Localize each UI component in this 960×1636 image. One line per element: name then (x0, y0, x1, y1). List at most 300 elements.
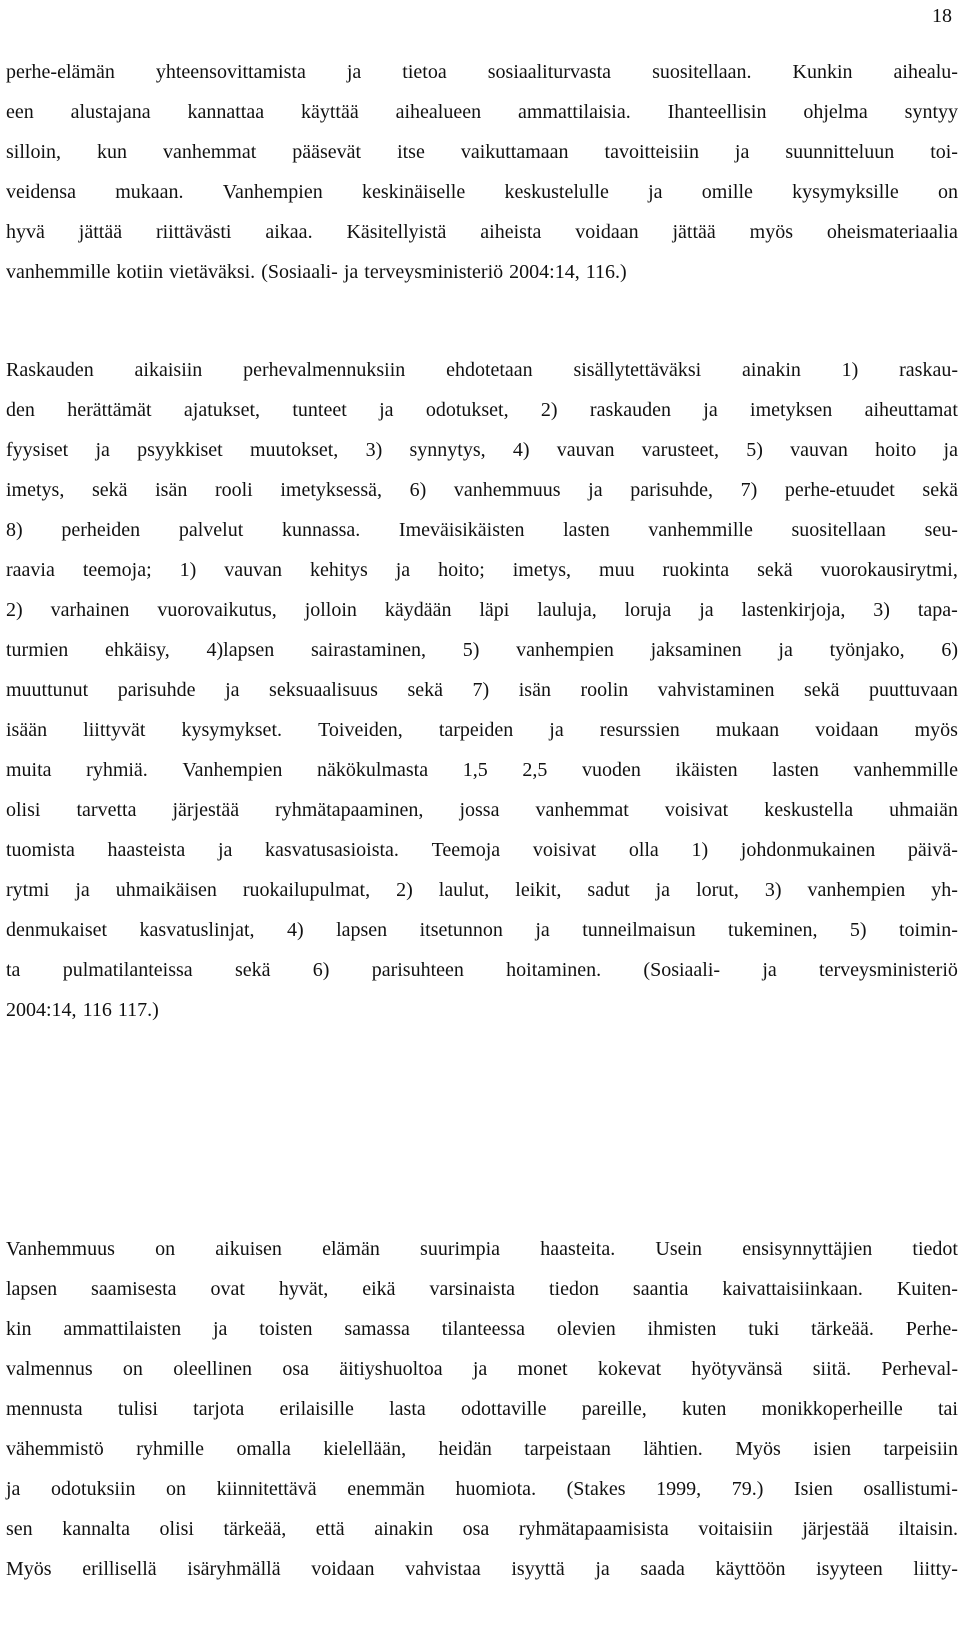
word: kasvatusasioista. (265, 839, 399, 861)
word: 6) (312, 959, 330, 981)
word: elämän (322, 1238, 380, 1260)
text-line (6, 172, 958, 212)
word: että (315, 1518, 345, 1540)
text-line (6, 390, 958, 430)
word: isien (813, 1438, 852, 1460)
text-line (6, 1389, 958, 1429)
word: mennusta (6, 1398, 83, 1420)
word: 2004:14, (6, 999, 77, 1021)
word: synnytys, (409, 439, 486, 461)
word: hoito (875, 439, 917, 461)
word: Myös (6, 1558, 52, 1580)
word: mukaan (715, 719, 780, 741)
text-line (6, 710, 958, 750)
word: 7) (472, 679, 490, 701)
word: syntyy (904, 101, 958, 123)
word: tiedon (548, 1278, 599, 1300)
word: aikaisiin (134, 359, 203, 381)
word: ja (762, 959, 777, 981)
text-line (6, 590, 958, 630)
word: 7) (740, 479, 758, 501)
word: 6) (409, 479, 427, 501)
word: vanhemmat (162, 141, 257, 163)
word: hoitaminen. (506, 959, 602, 981)
text-line (6, 430, 958, 470)
word: ikäisten (675, 759, 738, 781)
word: sosiaaliturvasta (487, 61, 612, 83)
word: suositellaan. (652, 61, 752, 83)
word: loruja (624, 599, 672, 621)
word: voidaan (311, 1558, 375, 1580)
word: vauvan (790, 439, 848, 461)
word: vuoden (581, 759, 641, 781)
word: valmennus (6, 1358, 93, 1380)
word: jolloin (304, 599, 357, 621)
word: 116 (82, 999, 112, 1021)
word: varsinaista (429, 1278, 516, 1300)
word: ja (75, 879, 90, 901)
word: kunnassa. (281, 519, 361, 541)
word: alustajana (70, 101, 151, 123)
word: Kunkin (792, 61, 853, 83)
word: Vanhempien (222, 181, 323, 203)
word: ja (943, 439, 958, 461)
word: sadut (587, 879, 630, 901)
word: fyysiset (6, 439, 69, 461)
word: imetys, (512, 559, 572, 581)
word: Ihanteellisin (667, 101, 767, 123)
word: kun (96, 141, 127, 163)
text-line (6, 790, 958, 830)
word: kaivattaisiinkaan. (722, 1278, 863, 1300)
word: veidensa (6, 181, 76, 203)
word: silloin, (6, 141, 62, 163)
word: tiedot (912, 1238, 958, 1260)
word: sekä (407, 679, 443, 701)
word: turmien (6, 639, 69, 661)
word: tilanteessa (441, 1318, 526, 1340)
word: resurssien (599, 719, 680, 741)
word: jättää (672, 221, 716, 243)
word: sairastaminen, (310, 639, 426, 661)
word: osa (462, 1518, 490, 1540)
word: osa (282, 1358, 309, 1380)
word: kasvatuslinjat, (139, 919, 255, 941)
word: eikä (362, 1278, 396, 1300)
word: lasten (563, 519, 610, 541)
word: tuomista (6, 839, 75, 861)
word: tarjota (193, 1398, 245, 1420)
word: järjestää (172, 799, 240, 821)
word: 4) (512, 439, 530, 461)
text-line (6, 252, 958, 292)
word: kokevat (597, 1358, 662, 1380)
word: isyyteen (816, 1558, 883, 1580)
word: sekä (922, 479, 958, 501)
word: palvelut (178, 519, 244, 541)
word: 4) (286, 919, 304, 941)
word: Raskauden (6, 359, 94, 381)
word: raskauden (589, 399, 671, 421)
word: erillisellä (82, 1558, 157, 1580)
word: isyyttä (511, 1558, 565, 1580)
text-line (6, 1269, 958, 1309)
word: muu (599, 559, 635, 581)
word: yh- (931, 879, 958, 901)
word: myös (914, 719, 958, 741)
word: tukeminen, (728, 919, 818, 941)
word: liittyvät (83, 719, 146, 741)
word: tunteet (292, 399, 347, 421)
word: samassa (344, 1318, 410, 1340)
word: 3) (365, 439, 383, 461)
text-line (6, 1429, 958, 1469)
word: käyttöön (715, 1558, 786, 1580)
word: ja (343, 261, 359, 283)
word: 5) (746, 439, 763, 461)
word: myös (749, 221, 793, 243)
word: on (938, 181, 958, 203)
word: terveysministeriö (819, 959, 958, 981)
paragraph-2 (6, 350, 958, 1030)
word: vauvan (556, 439, 615, 461)
word: tärkeää, (223, 1518, 287, 1540)
text-line (6, 92, 958, 132)
word: vietäväksi. (169, 261, 256, 283)
word: roolin (580, 679, 629, 701)
word: lasta (389, 1398, 426, 1420)
word: Usein (655, 1238, 703, 1260)
text-line (6, 550, 958, 590)
word: rooli (214, 479, 253, 501)
word: 1999, (656, 1478, 702, 1500)
word: riittävästi (155, 221, 232, 243)
word: aikaa. (265, 221, 313, 243)
word: Imeväisikäisten (398, 519, 525, 541)
paragraph-3 (6, 1229, 958, 1589)
word: käydään (384, 599, 452, 621)
word: saantia (632, 1278, 689, 1300)
word: voidaan (575, 221, 639, 243)
word: enemmän (347, 1478, 425, 1500)
word: ja (655, 879, 671, 901)
text-line (6, 830, 958, 870)
word: ryhmätapaamisista (518, 1518, 669, 1540)
word: Perheval- (881, 1358, 958, 1380)
text-line (6, 630, 958, 670)
word: odottaville (461, 1398, 547, 1420)
word: monet (517, 1358, 568, 1380)
word: uhmaikäisen (115, 879, 217, 901)
word: sekä (91, 479, 128, 501)
word: uhmaiän (889, 799, 958, 821)
word: hyvät, (278, 1278, 329, 1300)
word: liitty- (913, 1558, 958, 1580)
word: Vanhempien (182, 759, 283, 781)
word: ja (217, 839, 233, 861)
word: keskustella (764, 799, 854, 821)
word: ja (535, 919, 550, 941)
word: terveysministeriö (364, 261, 504, 283)
word: kielellään, (323, 1438, 407, 1460)
text-line (6, 212, 958, 252)
word: isäryhmällä (187, 1558, 281, 1580)
word: pulmatilanteissa (62, 959, 193, 981)
word: aiheista (480, 221, 542, 243)
word: läpi (479, 599, 510, 621)
word: käyttää (300, 101, 359, 123)
word: varusteet, (641, 439, 719, 461)
word: 1) (841, 359, 859, 381)
paragraph-1 (6, 52, 958, 292)
word: 8) (6, 519, 23, 541)
word: Kuiten- (896, 1278, 958, 1300)
word: vuorovaikutus, (157, 599, 277, 621)
word: itsetunnon (419, 919, 503, 941)
word: tarpeisiin (883, 1438, 958, 1460)
word: imetyksessä, (280, 479, 382, 501)
word: perhevalmennuksiin (243, 359, 406, 381)
word: isään (6, 719, 48, 741)
text-line (6, 52, 958, 92)
word: toimin- (899, 919, 958, 941)
word: sen (6, 1518, 33, 1540)
word: lähtien. (643, 1438, 703, 1460)
word: ja (225, 679, 240, 701)
word: 3) (873, 599, 890, 621)
word: 2) (540, 399, 558, 421)
word: sekä (803, 679, 840, 701)
word: vanhempien (807, 879, 906, 901)
word: johdonmukainen (740, 839, 876, 861)
word: vanhempien (516, 639, 614, 661)
word: imetyksen (750, 399, 833, 421)
word: ehkäisy, (104, 639, 170, 661)
text-line (6, 990, 958, 1030)
word: een (6, 101, 34, 123)
word: isän (155, 479, 188, 501)
word: ja (212, 1318, 228, 1340)
word: tai (937, 1398, 958, 1420)
word: vanhemmille (853, 759, 958, 781)
word: puuttuvaan (869, 679, 958, 701)
word: sisällytettäväksi (573, 359, 702, 381)
word: voisivat (664, 799, 729, 821)
word: ja (6, 1478, 21, 1500)
word: psyykkiset (137, 439, 223, 461)
word: ja (778, 639, 793, 661)
word: vanhemmat (535, 799, 629, 821)
word: tietoa (402, 61, 447, 83)
word: voidaan (815, 719, 879, 741)
word: hoito; (438, 559, 485, 581)
word: sekä (234, 959, 271, 981)
word: heidän (438, 1438, 492, 1460)
word: saamisesta (91, 1278, 177, 1300)
text-line (6, 1549, 958, 1589)
word: vahvistaa (405, 1558, 481, 1580)
word: siitä. (812, 1358, 852, 1380)
word: muutokset, (249, 439, 339, 461)
word: olevien (556, 1318, 616, 1340)
word: ja (346, 61, 362, 83)
word: raavia (6, 559, 55, 581)
word: 79.) (731, 1478, 764, 1500)
word: parisuhde, (630, 479, 713, 501)
word: itse (397, 141, 425, 163)
word: voitaisiin (698, 1518, 773, 1540)
word: 1,5 (462, 759, 488, 781)
word: jaksaminen (650, 639, 742, 661)
word: lasten (772, 759, 819, 781)
word: tavoitteisiin (604, 141, 699, 163)
word: Isien (793, 1478, 833, 1500)
word: lapsen (6, 1278, 58, 1300)
word: erilaisille (279, 1398, 354, 1420)
word: Vanhemmuus (6, 1238, 115, 1260)
word: lorut, (696, 879, 739, 901)
word: (Sosiaali- (643, 959, 721, 981)
word: keskinäiselle (361, 181, 466, 203)
word: toi- (930, 141, 958, 163)
word: 1) (179, 559, 197, 581)
word: vahvistaminen (657, 679, 775, 701)
word: den (6, 399, 35, 421)
word: vauvan (224, 559, 283, 581)
word: varhainen (50, 599, 130, 621)
word: ja (549, 719, 564, 741)
word: kotiin (116, 261, 164, 283)
word: ajatukset, (183, 399, 261, 421)
word: on (166, 1478, 187, 1500)
word: ohjelma (803, 101, 868, 123)
word: ruokinta (662, 559, 730, 581)
word: suunnitteluun (785, 141, 895, 163)
word: iltaisin. (898, 1518, 958, 1540)
word: omille (701, 181, 753, 203)
word: kannalta (62, 1518, 130, 1540)
word: mukaan. (115, 181, 184, 203)
text-line (6, 950, 958, 990)
word: 5) (462, 639, 480, 661)
word: kiinnitettävä (216, 1478, 317, 1500)
word: kehitys (309, 559, 368, 581)
word: teemoja; (82, 559, 152, 581)
word: 3) (764, 879, 782, 901)
word: tarpeistaan (524, 1438, 611, 1460)
text-line (6, 1229, 958, 1269)
word: vanhemmuus (453, 479, 561, 501)
word: laulut, (438, 879, 490, 901)
word: ovat (210, 1278, 245, 1300)
word: leikit, (515, 879, 562, 901)
word: työnjako, (829, 639, 905, 661)
word: tapa- (917, 599, 958, 621)
word: ammattilaisia. (517, 101, 631, 123)
text-line (6, 350, 958, 390)
word: 4)lapsen (206, 639, 275, 661)
word: odotukset, (425, 399, 509, 421)
word: haasteita. (540, 1238, 616, 1260)
word: tulisi (117, 1398, 158, 1420)
word: odotuksiin (51, 1478, 136, 1500)
text-line (6, 1349, 958, 1389)
word: vanhemmille (6, 261, 111, 283)
word: aihealueen (395, 101, 482, 123)
word: sekä (757, 559, 793, 581)
word: ammattilaisten (63, 1318, 182, 1340)
text-line (6, 1309, 958, 1349)
word: vähemmistö (6, 1438, 104, 1460)
word: ja (699, 599, 714, 621)
word: Myös (735, 1438, 781, 1460)
word: tarvetta (76, 799, 137, 821)
word: omalla (236, 1438, 291, 1460)
word: ja (95, 439, 110, 461)
word: kin (6, 1318, 32, 1340)
word: aihealu- (893, 61, 958, 83)
word: päivä- (907, 839, 958, 861)
word: voisivat (532, 839, 597, 861)
word: herättämät (67, 399, 152, 421)
word: yhteensovittamista (155, 61, 306, 83)
word: huomiota. (455, 1478, 537, 1500)
word: ja (588, 479, 603, 501)
text-line (6, 470, 958, 510)
word: rytmi (6, 879, 50, 901)
text-line (6, 750, 958, 790)
word: muita (6, 759, 52, 781)
word: 2) (396, 879, 413, 901)
word: perhe-elämän (6, 61, 115, 83)
word: 1) (691, 839, 709, 861)
word: 6) (941, 639, 958, 661)
word: perhe-etuudet (784, 479, 895, 501)
word: 2004:14, (509, 261, 580, 283)
word: (Stakes (566, 1478, 626, 1500)
word: seu- (924, 519, 958, 541)
word: 5) (849, 919, 867, 941)
word: raskau- (899, 359, 958, 381)
word: suurimpia (420, 1238, 501, 1260)
word: 116.) (585, 261, 627, 283)
word: toisten (259, 1318, 313, 1340)
word: tärkeää. (811, 1318, 874, 1340)
word: järjestää (802, 1518, 869, 1540)
word: olisi (159, 1518, 194, 1540)
word: parisuhde (117, 679, 196, 701)
word: jossa (459, 799, 500, 821)
word: saada (640, 1558, 685, 1580)
word: kysymyksille (792, 181, 899, 203)
word: kannattaa (187, 101, 265, 123)
word: Perhe- (905, 1318, 958, 1340)
word: ainakin (374, 1518, 434, 1540)
text-line (6, 1509, 958, 1549)
word: imetys, (6, 479, 65, 501)
word: olisi (6, 799, 41, 821)
word: vaikuttamaan (460, 141, 569, 163)
word: ja (595, 1558, 610, 1580)
word: näkökulmasta (317, 759, 429, 781)
text-line (6, 1469, 958, 1509)
word: perheiden (61, 519, 141, 541)
word: lastenkirjoja, (741, 599, 846, 621)
word: ja (648, 181, 663, 203)
text-line (6, 510, 958, 550)
text-line (6, 870, 958, 910)
word: jättää (78, 221, 123, 243)
